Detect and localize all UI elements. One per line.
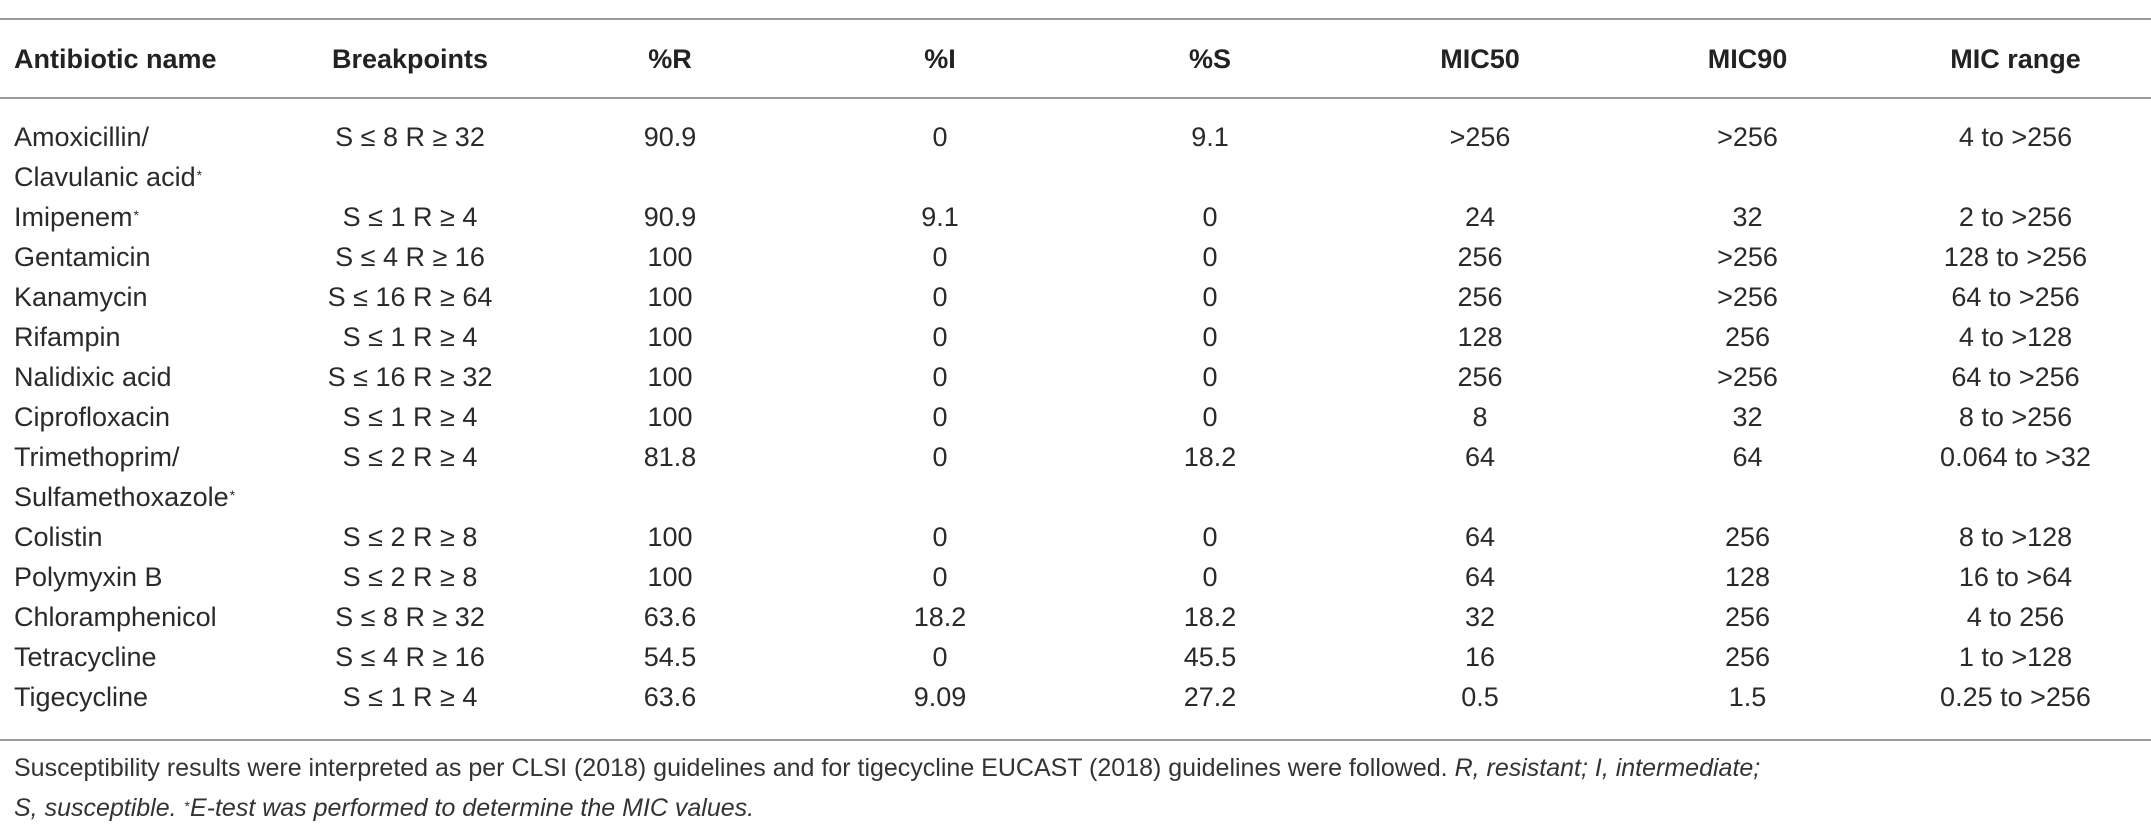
cell-mic90: 128: [1724, 562, 1771, 592]
cell-antibiotic-name: [0, 637, 285, 677]
cell-antibiotic-name: [0, 197, 285, 237]
cell-percent-susceptible: 0: [1202, 562, 1218, 592]
antibiotic-name-line1: Colistin: [14, 522, 103, 552]
cell-percent-susceptible: 0: [1202, 402, 1218, 432]
table-row: [0, 237, 2151, 277]
cell-percent-susceptible: 18.2: [1183, 602, 1237, 632]
cell-percent-susceptible: 27.2: [1183, 682, 1237, 712]
cell-mic50: 32: [1464, 602, 1496, 632]
cell-percent-resistant: 63.6: [643, 602, 697, 632]
cell-percent-intermediate: 0: [932, 402, 948, 432]
cell-mic50: 128: [1457, 322, 1503, 352]
cell-antibiotic-name: [0, 597, 285, 637]
cell-antibiotic-name: [0, 97, 285, 197]
cell-percent-resistant: 100: [647, 562, 693, 592]
cell-mic50: 256: [1457, 282, 1503, 312]
header-mic90: MIC90: [1707, 43, 1788, 74]
cell-percent-resistant: 100: [647, 362, 693, 392]
cell-mic90: >256: [1717, 362, 1778, 392]
cell-percent-resistant: 100: [647, 522, 693, 552]
cell-antibiotic-name: [0, 557, 285, 597]
cell-mic50: 8: [1472, 402, 1488, 432]
antibiotic-name-line1: Trimethoprim/: [14, 442, 180, 472]
cell-mic90: 256: [1724, 602, 1771, 632]
cell-mic-range: 4 to >256: [1958, 122, 2073, 152]
cell-breakpoints: S ≤ 4 R ≥ 16: [335, 242, 485, 272]
header-row: [0, 20, 2151, 97]
header-percent-resistant: %R: [648, 43, 692, 74]
cell-percent-susceptible: 45.5: [1183, 642, 1237, 672]
cell-mic-range: 1 to >128: [1958, 642, 2073, 672]
cell-mic-range: 4 to 256: [1966, 602, 2065, 632]
cell-mic50: 64: [1464, 562, 1496, 592]
cell-mic50: >256: [1449, 122, 1511, 152]
cell-percent-resistant: 54.5: [643, 642, 697, 672]
cell-percent-intermediate: 18.2: [913, 602, 967, 632]
cell-mic90: 64: [1732, 442, 1763, 472]
cell-antibiotic-name: [0, 437, 285, 517]
cell-breakpoints: S ≤ 1 R ≥ 4: [342, 322, 478, 352]
cell-mic-range: 8 to >128: [1958, 522, 2073, 552]
antibiotic-name-line1: Gentamicin: [14, 242, 151, 272]
cell-breakpoints: S ≤ 1 R ≥ 4: [342, 402, 478, 432]
cell-breakpoints: S ≤ 4 R ≥ 16: [335, 642, 485, 672]
cell-mic90: 256: [1724, 522, 1771, 552]
antibiotic-name-line1: Imipenem: [14, 202, 133, 232]
etest-footnote-mark: *: [133, 207, 139, 223]
table-row: [0, 637, 2151, 677]
cell-percent-susceptible: 9.1: [1191, 122, 1229, 152]
cell-percent-resistant: 63.6: [643, 682, 697, 712]
cell-percent-susceptible: 0: [1202, 522, 1218, 552]
cell-percent-intermediate: 0: [932, 242, 948, 272]
cell-percent-susceptible: 0: [1202, 242, 1218, 272]
cell-breakpoints: S ≤ 16 R ≥ 64: [327, 282, 493, 312]
table-row: [0, 677, 2151, 717]
cell-percent-resistant: 100: [647, 322, 693, 352]
antibiotic-name-line1: Polymyxin B: [14, 562, 163, 592]
cell-antibiotic-name: [0, 397, 285, 437]
cell-mic-range: 2 to >256: [1958, 202, 2073, 232]
cell-mic50: 64: [1464, 522, 1496, 552]
cell-mic90: >256: [1717, 282, 1778, 312]
cell-percent-resistant: 100: [647, 402, 693, 432]
cell-percent-susceptible: 0: [1202, 202, 1218, 232]
cell-mic-range: 64 to >256: [1951, 362, 2080, 392]
cell-percent-resistant: 100: [647, 282, 693, 312]
cell-antibiotic-name: [0, 277, 285, 317]
cell-mic50: 256: [1457, 362, 1503, 392]
cell-mic90: 32: [1732, 202, 1763, 232]
cell-percent-intermediate: 9.09: [913, 682, 967, 712]
cell-mic50: 24: [1464, 202, 1496, 232]
cell-mic90: 256: [1724, 322, 1771, 352]
header-breakpoints: Breakpoints: [331, 43, 489, 74]
cell-mic-range: 0.064 to >32: [1940, 442, 2091, 472]
cell-antibiotic-name: [0, 517, 285, 557]
antibiotic-name-line2: Clavulanic acid: [14, 162, 196, 192]
cell-mic90: 1.5: [1728, 682, 1767, 712]
cell-percent-intermediate: 0: [932, 282, 948, 312]
antibiotic-name-line1: Tetracycline: [14, 642, 157, 672]
etest-footnote-mark: *: [196, 167, 203, 183]
table-row: [0, 437, 2151, 517]
table-row: [0, 597, 2151, 637]
table-row: [0, 517, 2151, 557]
cell-antibiotic-name: [0, 357, 285, 397]
cell-breakpoints: S ≤ 1 R ≥ 4: [342, 682, 478, 712]
cell-antibiotic-name: [0, 237, 285, 277]
etest-footnote-mark: *: [229, 487, 236, 503]
table-row: [0, 317, 2151, 357]
cell-breakpoints: S ≤ 16 R ≥ 32: [327, 362, 493, 392]
cell-percent-intermediate: 0: [932, 122, 948, 152]
cell-percent-intermediate: 0: [932, 642, 948, 672]
cell-mic-range: 4 to >128: [1958, 322, 2073, 352]
footnote-text: Susceptibility results were interpreted as per CLSI (2018) guidelines and for tigecycline EUCAST (2018) guidelines were followed.: [14, 754, 1455, 782]
antibiotic-name-line1: Nalidixic acid: [14, 362, 172, 392]
cell-mic-range: 128 to >256: [1943, 242, 2088, 272]
table-row: [0, 397, 2151, 437]
antibiotic-name-line1: Amoxicillin/: [14, 122, 150, 152]
footnote-abbrev-r-i: R, resistant; I, intermediate;: [1454, 754, 1761, 782]
cell-mic-range: 8 to >256: [1958, 402, 2073, 432]
header-mic-range: MIC range: [1950, 43, 2081, 74]
cell-percent-intermediate: 0: [932, 362, 948, 392]
cell-percent-intermediate: 0: [932, 522, 948, 552]
cell-percent-intermediate: 9.1: [921, 202, 959, 232]
footnote-mark: *: [184, 798, 190, 814]
cell-mic50: 64: [1464, 442, 1496, 472]
cell-mic90: >256: [1717, 242, 1778, 272]
antibiotic-susceptibility-table: [0, 20, 2151, 717]
cell-mic90: >256: [1717, 122, 1778, 152]
cell-mic50: 256: [1457, 242, 1503, 272]
antibiotic-name-line2: Sulfamethoxazole: [14, 482, 229, 512]
cell-breakpoints: S ≤ 8 R ≥ 32: [335, 602, 485, 632]
header-percent-intermediate: %I: [924, 43, 956, 74]
cell-breakpoints: S ≤ 2 R ≥ 8: [342, 522, 478, 552]
header-mic50: MIC50: [1440, 43, 1520, 74]
footnote-etest: E-test was performed to determine the MIC values.: [189, 794, 755, 822]
cell-percent-susceptible: 18.2: [1183, 442, 1237, 472]
cell-mic50: 16: [1464, 642, 1496, 672]
table-footnote: [14, 748, 2134, 828]
cell-percent-resistant: 90.9: [643, 122, 697, 152]
cell-mic-range: 16 to >64: [1958, 562, 2073, 592]
cell-breakpoints: S ≤ 2 R ≥ 8: [342, 562, 478, 592]
table-row: [0, 357, 2151, 397]
antibiotic-name-line1: Kanamycin: [14, 282, 148, 312]
table-row: [0, 557, 2151, 597]
cell-mic90: 32: [1732, 402, 1763, 432]
cell-percent-intermediate: 0: [932, 322, 948, 352]
table-row: [0, 197, 2151, 237]
table-body: [0, 97, 2151, 717]
footnote-abbrev-s: S, susceptible.: [14, 794, 184, 822]
cell-mic-range: 0.25 to >256: [1940, 682, 2091, 712]
cell-antibiotic-name: [0, 317, 285, 357]
antibiotic-name-line1: Tigecycline: [14, 682, 149, 712]
cell-percent-resistant: 100: [647, 242, 693, 272]
cell-mic50: 0.5: [1461, 682, 1499, 712]
antibiotic-name-line1: Ciprofloxacin: [14, 402, 171, 432]
antibiotic-name-line1: Rifampin: [14, 322, 121, 352]
bottom-rule: [0, 739, 2151, 741]
cell-percent-resistant: 90.9: [643, 202, 697, 232]
cell-mic90: 256: [1724, 642, 1771, 672]
table-row: [0, 97, 2151, 197]
header-antibiotic-name: Antibiotic name: [14, 43, 217, 74]
antibiotic-name-line1: Chloramphenicol: [14, 602, 217, 632]
cell-percent-susceptible: 0: [1202, 282, 1218, 312]
cell-breakpoints: S ≤ 8 R ≥ 32: [335, 122, 485, 152]
cell-percent-resistant: 81.8: [643, 442, 697, 472]
cell-breakpoints: S ≤ 2 R ≥ 4: [342, 442, 478, 472]
cell-breakpoints: S ≤ 1 R ≥ 4: [342, 202, 478, 232]
cell-percent-intermediate: 0: [932, 442, 948, 472]
cell-percent-susceptible: 0: [1202, 322, 1218, 352]
cell-mic-range: 64 to >256: [1951, 282, 2080, 312]
cell-percent-susceptible: 0: [1202, 362, 1218, 392]
cell-percent-intermediate: 0: [932, 562, 948, 592]
table-row: [0, 277, 2151, 317]
cell-antibiotic-name: [0, 677, 285, 717]
header-percent-susceptible: %S: [1188, 43, 1232, 74]
